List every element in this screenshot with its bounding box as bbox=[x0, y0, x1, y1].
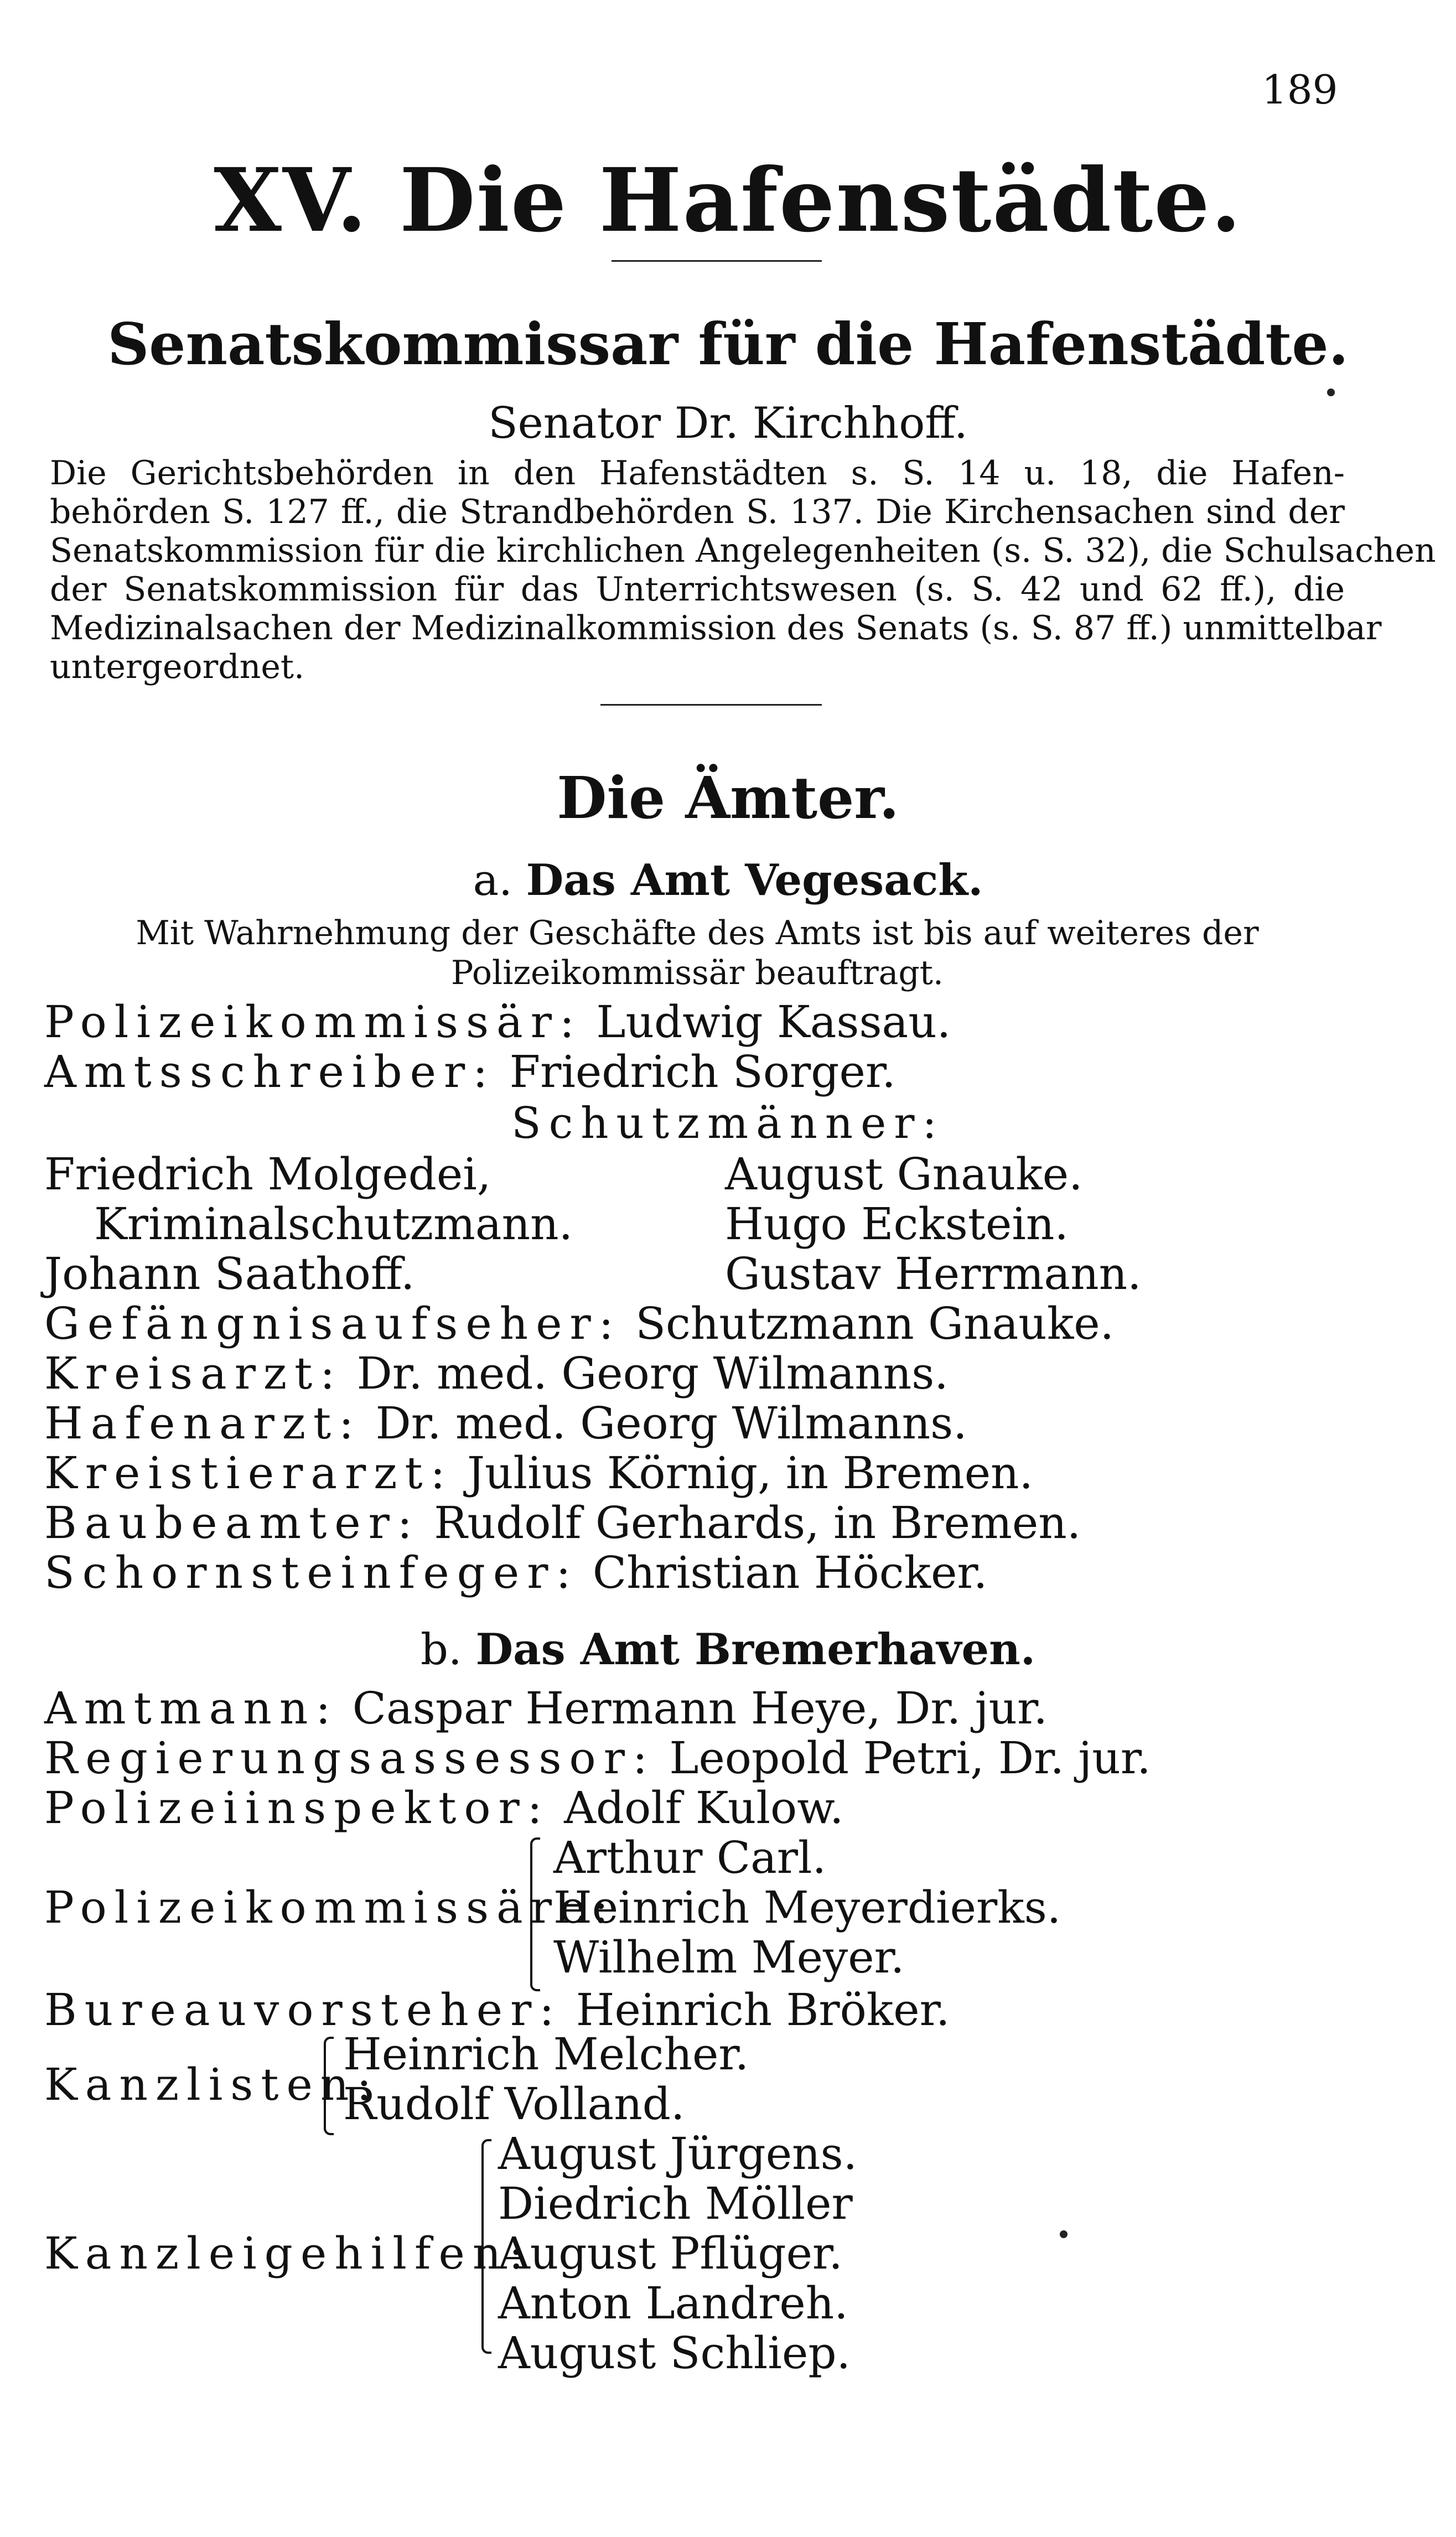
brace bbox=[530, 1837, 540, 1991]
brace bbox=[324, 2037, 334, 2135]
amtsschreiber-row bbox=[44, 1046, 896, 1097]
kanzleigehilfe-name: Anton Landreh. bbox=[498, 2277, 848, 2329]
chapter-title: XV. Die Hafenstädte. bbox=[214, 149, 1242, 252]
value: Adolf Kulow. bbox=[564, 1782, 844, 1834]
value: Friedrich Sorger. bbox=[509, 1046, 896, 1097]
divider bbox=[600, 704, 822, 706]
amtmann-row bbox=[44, 1682, 1048, 1734]
intro-line: der Senatskommission für das Unterrichtswesen (s. S. 42 und 62 ff.), die bbox=[50, 570, 1345, 609]
label: Gefängnisaufseher: bbox=[44, 1298, 621, 1349]
label: Amtmann: bbox=[44, 1682, 339, 1734]
kanzleigehilfen-label: Kanzleigehilfen: bbox=[44, 2228, 532, 2279]
section-title: Senatskommissar für die Hafenstädte. bbox=[107, 310, 1349, 378]
label: Polizeiinspektor: bbox=[44, 1782, 550, 1834]
bremerhaven-heading bbox=[0, 1624, 1456, 1675]
intro-line: Senatskommission für die kirchlichen Angelegenheiten (s. S. 32), die Schulsachen bbox=[50, 531, 1436, 570]
value: Christian Höcker. bbox=[592, 1547, 988, 1598]
kanzleigehilfe-name: August Pflüger. bbox=[498, 2228, 843, 2279]
polizeikommissaere-label: Polizeikommissäre: bbox=[44, 1882, 616, 1933]
value: Caspar Hermann Heye, Dr. jur. bbox=[352, 1682, 1048, 1734]
polizeikommissar-name: Arthur Carl. bbox=[553, 1832, 827, 1883]
kanzlisten-label: Kanzlisten: bbox=[44, 2059, 380, 2110]
speck bbox=[1327, 389, 1335, 396]
schutzmann-left: Kriminalschutzmann. bbox=[94, 1198, 573, 1250]
value: Heinrich Bröker. bbox=[576, 1984, 950, 2036]
vegesack-note bbox=[122, 913, 1273, 993]
kanzleigehilfe-name: August Jürgens. bbox=[498, 2128, 858, 2179]
value: Ludwig Kassau. bbox=[596, 996, 951, 1048]
amter-title: Die Ämter. bbox=[557, 764, 899, 832]
label: Amtsschreiber: bbox=[44, 1046, 496, 1097]
value: Schutzmann Gnauke. bbox=[635, 1298, 1115, 1349]
divider bbox=[612, 260, 822, 262]
kanzlist-name: Heinrich Melcher. bbox=[343, 2028, 749, 2080]
intro-paragraph bbox=[50, 454, 1436, 686]
label: Hafenarzt: bbox=[44, 1397, 362, 1449]
speck bbox=[1060, 2230, 1068, 2238]
kanzlist-name: Rudolf Volland. bbox=[343, 2078, 685, 2130]
note-line: Mit Wahrnehmung der Geschäfte des Amts ist bis auf weiteres der bbox=[136, 914, 1259, 952]
gefaengnis-row bbox=[44, 1298, 1114, 1349]
kreistierarzt-row bbox=[44, 1447, 1033, 1499]
schutzmaenner-label: Schutzmänner: bbox=[511, 1099, 945, 1148]
brace bbox=[481, 2139, 491, 2354]
value: Rudolf Gerhards, in Bremen. bbox=[434, 1497, 1081, 1549]
schutzmann-right: Hugo Eckstein. bbox=[725, 1198, 1069, 1250]
vegesack-title: Das Amt Vegesack. bbox=[526, 855, 983, 905]
senator-name: Senator Dr. Kirchhoff. bbox=[488, 398, 968, 448]
schutzmann-right: Gustav Herrmann. bbox=[725, 1248, 1142, 1299]
value: Dr. med. Georg Wilmanns. bbox=[375, 1397, 967, 1449]
value: Julius Körnig, in Bremen. bbox=[467, 1447, 1033, 1499]
value: Leopold Petri, Dr. jur. bbox=[669, 1732, 1151, 1784]
polizeikommissar-row bbox=[44, 996, 951, 1048]
intro-line: behörden S. 127 ff., die Strandbehörden S. 137. Die Kirchensachen sind der bbox=[50, 493, 1345, 531]
bremerhaven-prefix: b. bbox=[421, 1625, 462, 1675]
intro-line: Medizinalsachen der Medizinalkommission des Senats (s. S. 87 ff.) unmittelbar bbox=[50, 609, 1382, 648]
hafenarzt-row bbox=[44, 1397, 967, 1449]
polizeikommissar-name: Heinrich Meyerdierks. bbox=[553, 1882, 1061, 1933]
label: Kreistierarzt: bbox=[44, 1447, 453, 1499]
label: Bureauvorsteher: bbox=[44, 1984, 562, 2036]
schornsteinfeger-row bbox=[44, 1547, 987, 1598]
note-line: Polizeikommissär beauftragt. bbox=[450, 954, 944, 992]
kanzleigehilfe-name: August Schliep. bbox=[498, 2327, 851, 2379]
page-number: 189 bbox=[1262, 66, 1338, 113]
vegesack-prefix: a. bbox=[473, 856, 512, 905]
intro-line: Die Gerichtsbehörden in den Hafenstädten s. S. 14 u. 18, die Hafen- bbox=[50, 454, 1345, 493]
regierungsassessor-row bbox=[44, 1732, 1151, 1784]
polizeiinspektor-row bbox=[44, 1782, 844, 1834]
kanzleigehilfe-name: Diedrich Möller bbox=[498, 2178, 853, 2229]
kreisarzt-row bbox=[44, 1348, 949, 1399]
intro-line: untergeordnet. bbox=[50, 648, 305, 686]
polizeikommissar-name: Wilhelm Meyer. bbox=[553, 1932, 905, 1983]
baubeamter-row bbox=[44, 1497, 1081, 1549]
schutzmann-left: Friedrich Molgedei, bbox=[44, 1148, 491, 1200]
schutzmann-left: Johann Saathoff. bbox=[44, 1248, 415, 1299]
vegesack-heading bbox=[0, 855, 1456, 905]
label: Schornsteinfeger: bbox=[44, 1547, 579, 1598]
label: Regierungsassessor: bbox=[44, 1732, 655, 1784]
bremerhaven-title: Das Amt Bremerhaven. bbox=[475, 1624, 1035, 1675]
value: Dr. med. Georg Wilmanns. bbox=[356, 1348, 949, 1399]
label: Baubeamter: bbox=[44, 1497, 420, 1549]
label: Kreisarzt: bbox=[44, 1348, 343, 1399]
schutzmann-right: August Gnauke. bbox=[725, 1148, 1083, 1200]
label: Polizeikommissär: bbox=[44, 996, 582, 1048]
